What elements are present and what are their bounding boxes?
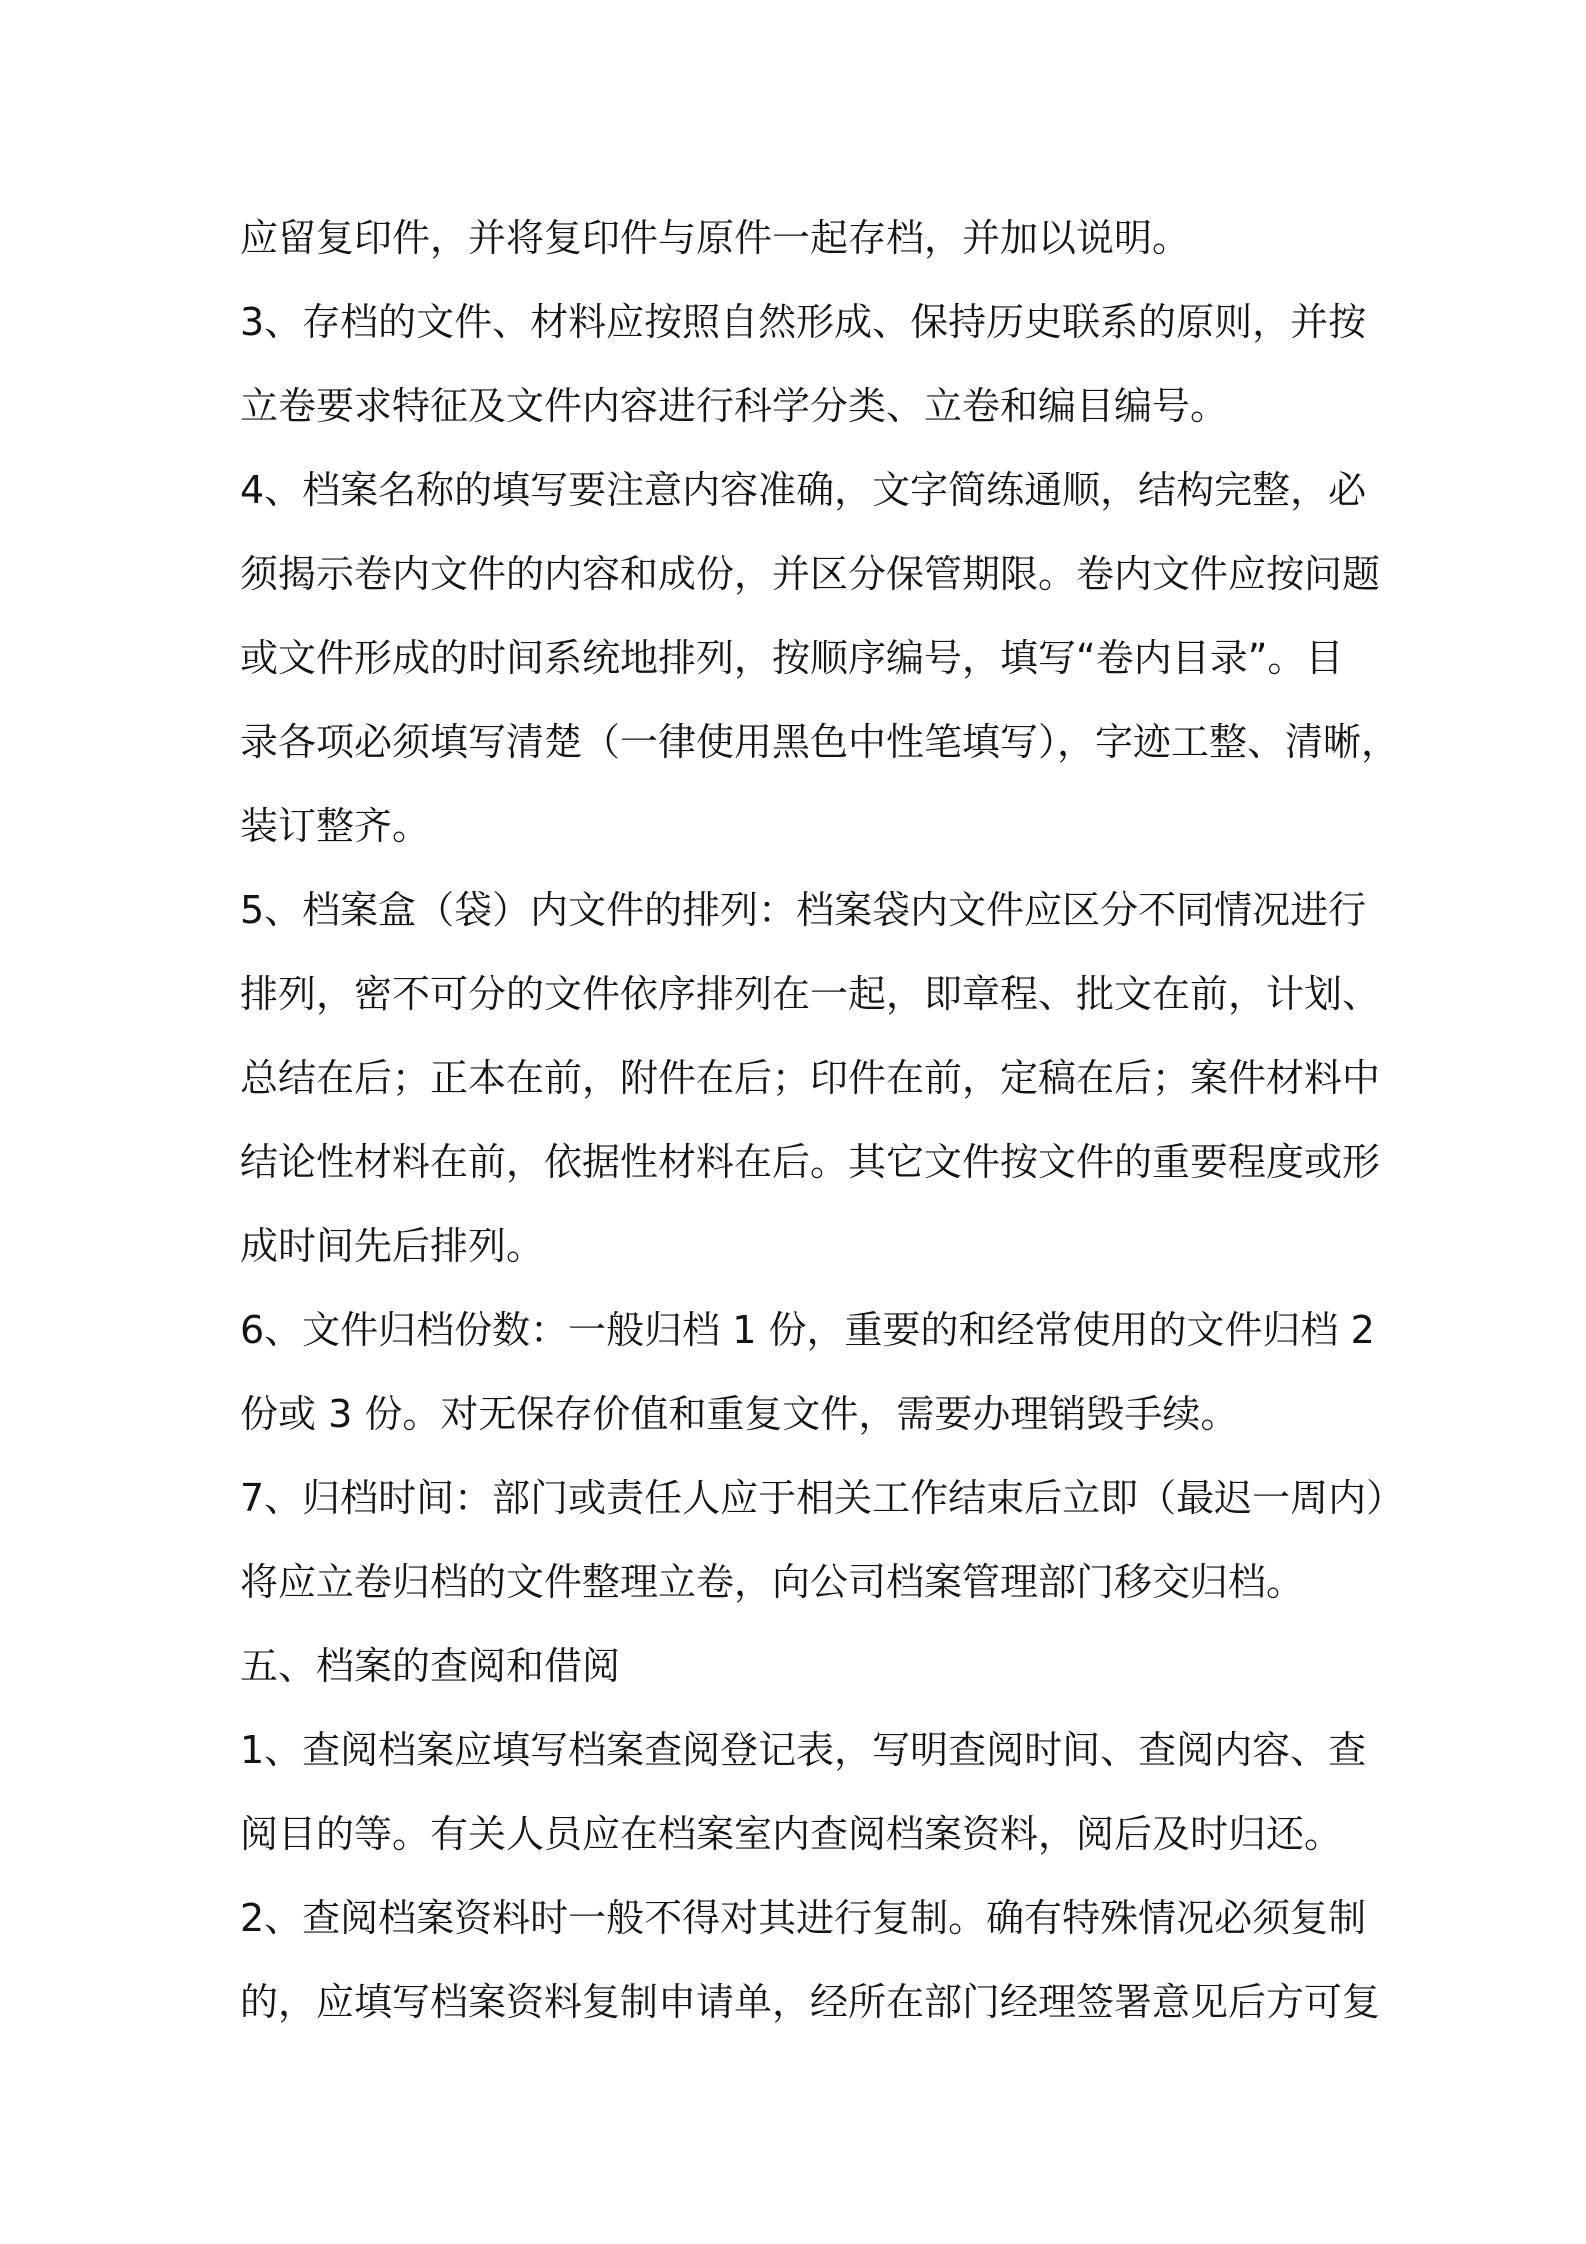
text-line: 立卷要求特征及文件内容进行科学分类、立卷和编目编号。 bbox=[240, 384, 1229, 428]
text-line: 装订整齐。 bbox=[240, 804, 431, 848]
text-line: 结论性材料在前，依据性材料在后。其它文件按文件的重要程度或形 bbox=[240, 1140, 1381, 1184]
text-line: 排列，密不可分的文件依序排列在一起，即章程、批文在前，计划、 bbox=[240, 972, 1381, 1016]
text-line: 将应立卷归档的文件整理立卷，向公司档案管理部门移交归档。 bbox=[240, 1560, 1305, 1604]
text-line: 的，应填写档案资料复制申请单，经所在部门经理签署意见后方可复 bbox=[240, 1980, 1381, 2024]
text-line: 4、档案名称的填写要注意内容准确，文字简练通顺，结构完整，必 bbox=[240, 468, 1367, 512]
text-line: 录各项必须填写清楚（一律使用黑色中性笔填写），字迹工整、清晰， bbox=[240, 720, 1400, 764]
text-line: 总结在后；正本在前，附件在后；印件在前，定稿在后；案件材料中 bbox=[240, 1056, 1381, 1100]
text-line: 份或 3 份。对无保存价值和重复文件，需要办理销毁手续。 bbox=[240, 1392, 1239, 1436]
text-line: 3、存档的文件、材料应按照自然形成、保持历史联系的原则，并按 bbox=[240, 300, 1367, 344]
text-line: 1、查阅档案应填写档案查阅登记表，写明查阅时间、查阅内容、查 bbox=[240, 1728, 1367, 1772]
document-body bbox=[240, 196, 1405, 2044]
text-line: 应留复印件，并将复印件与原件一起存档，并加以说明。 bbox=[240, 216, 1191, 260]
text-line: 成时间先后排列。 bbox=[240, 1224, 545, 1268]
text-line: 须揭示卷内文件的内容和成份，并区分保管期限。卷内文件应按问题 bbox=[240, 552, 1381, 596]
text-line: 或文件形成的时间系统地排列，按顺序编号，填写“卷内目录”。目 bbox=[240, 636, 1344, 680]
text-line: 阅目的等。有关人员应在档案室内查阅档案资料，阅后及时归还。 bbox=[240, 1812, 1343, 1856]
section-heading: 五、档案的查阅和借阅 bbox=[240, 1644, 621, 1688]
text-line: 6、文件归档份数：一般归档 1 份，重要的和经常使用的文件归档 2 bbox=[240, 1308, 1375, 1352]
text-line: 5、档案盒（袋）内文件的排列：档案袋内文件应区分不同情况进行 bbox=[240, 888, 1367, 932]
text-line: 7、归档时间：部门或责任人应于相关工作结束后立即（最迟一周内） bbox=[240, 1476, 1405, 1520]
text-line: 2、查阅档案资料时一般不得对其进行复制。确有特殊情况必须复制 bbox=[240, 1896, 1367, 1940]
